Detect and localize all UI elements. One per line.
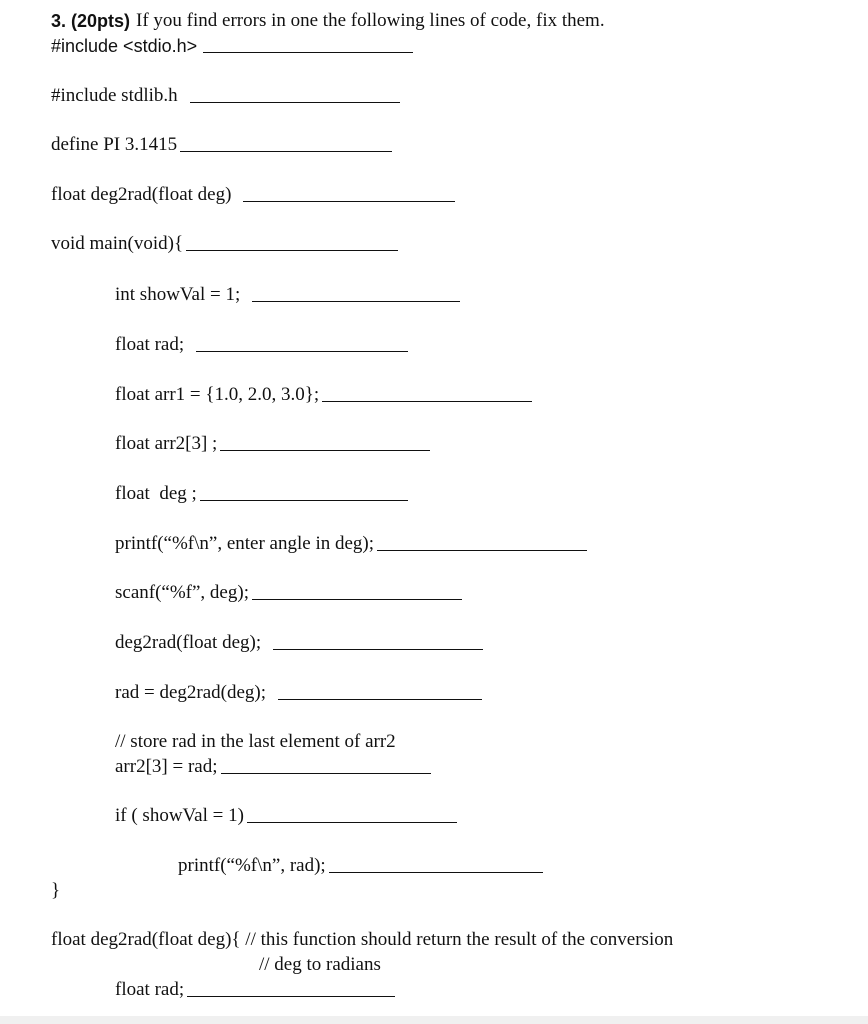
code-text: int showVal = 1;: [115, 284, 241, 305]
code-text: scanf(“%f”, deg);: [115, 582, 249, 603]
code-text: #include stdlib.h: [51, 85, 178, 106]
code-line: [115, 433, 430, 455]
closing-brace-line: [51, 880, 60, 902]
code-line: [115, 334, 408, 356]
answer-blank[interactable]: [203, 51, 413, 53]
code-text: rad = deg2rad(deg);: [115, 682, 267, 703]
code-line: [115, 533, 587, 555]
answer-blank[interactable]: [190, 101, 400, 103]
code-text: float rad;: [115, 334, 185, 355]
answer-blank[interactable]: [186, 249, 398, 251]
code-text: define PI 3.1415: [51, 134, 178, 155]
page-bottom-edge: [0, 1016, 868, 1024]
answer-blank[interactable]: [278, 698, 482, 700]
code-text: printf(“%f\n”, rad);: [178, 855, 326, 876]
code-comment: // store rad in the last element of arr2: [115, 731, 396, 752]
code-line: [115, 682, 482, 704]
code-comment-line: [259, 954, 381, 976]
answer-blank[interactable]: [180, 150, 392, 152]
code-line: [115, 756, 431, 778]
code-line: [115, 805, 457, 827]
answer-blank[interactable]: [221, 772, 431, 774]
question-prompt: If you find errors in one the following lines of code, fix them.: [136, 10, 605, 31]
code-text: float arr1 = {1.0, 2.0, 3.0};: [115, 384, 320, 405]
code-line: [178, 855, 543, 877]
code-line: [115, 632, 483, 654]
code-line: [115, 284, 460, 306]
answer-blank[interactable]: [200, 499, 408, 501]
answer-blank[interactable]: [329, 871, 543, 873]
code-text: float arr2[3] ;: [115, 433, 218, 454]
code-line: [51, 233, 398, 255]
code-line: [115, 979, 395, 1001]
code-line: [51, 929, 673, 951]
answer-blank[interactable]: [196, 350, 408, 352]
code-line: [51, 134, 392, 156]
code-line: [115, 483, 408, 505]
question-number: 3.: [51, 11, 67, 31]
code-line: [115, 384, 532, 406]
code-line: [115, 582, 462, 604]
code-text: float rad;: [115, 979, 185, 1000]
code-line: [51, 85, 400, 107]
answer-blank[interactable]: [247, 821, 457, 823]
code-line: [51, 184, 455, 206]
answer-blank[interactable]: [252, 598, 462, 600]
code-text: #include <stdio.h>: [51, 36, 198, 56]
answer-blank[interactable]: [220, 449, 430, 451]
answer-blank[interactable]: [252, 300, 460, 302]
code-text: printf(“%f\n”, enter angle in deg);: [115, 533, 375, 554]
code-text: deg2rad(float deg);: [115, 632, 262, 653]
code-line: [51, 35, 413, 57]
answer-blank[interactable]: [187, 995, 395, 997]
answer-blank[interactable]: [273, 648, 483, 650]
question-points: (20pts): [71, 11, 131, 31]
code-text: float deg2rad(float deg): [51, 184, 232, 205]
code-text: if ( showVal = 1): [115, 805, 244, 826]
code-comment-line: [115, 731, 396, 753]
code-text: arr2[3] = rad;: [115, 756, 218, 777]
code-text: void main(void){: [51, 233, 184, 254]
code-text: float deg ;: [115, 483, 197, 504]
code-text: float deg2rad(float deg){ // this function should return the result of the conversion: [51, 929, 674, 950]
question-heading: [51, 10, 605, 32]
answer-blank[interactable]: [322, 400, 532, 402]
closing-brace: }: [51, 880, 61, 901]
answer-blank[interactable]: [377, 549, 587, 551]
code-comment: // deg to radians: [259, 954, 381, 975]
answer-blank[interactable]: [243, 200, 455, 202]
